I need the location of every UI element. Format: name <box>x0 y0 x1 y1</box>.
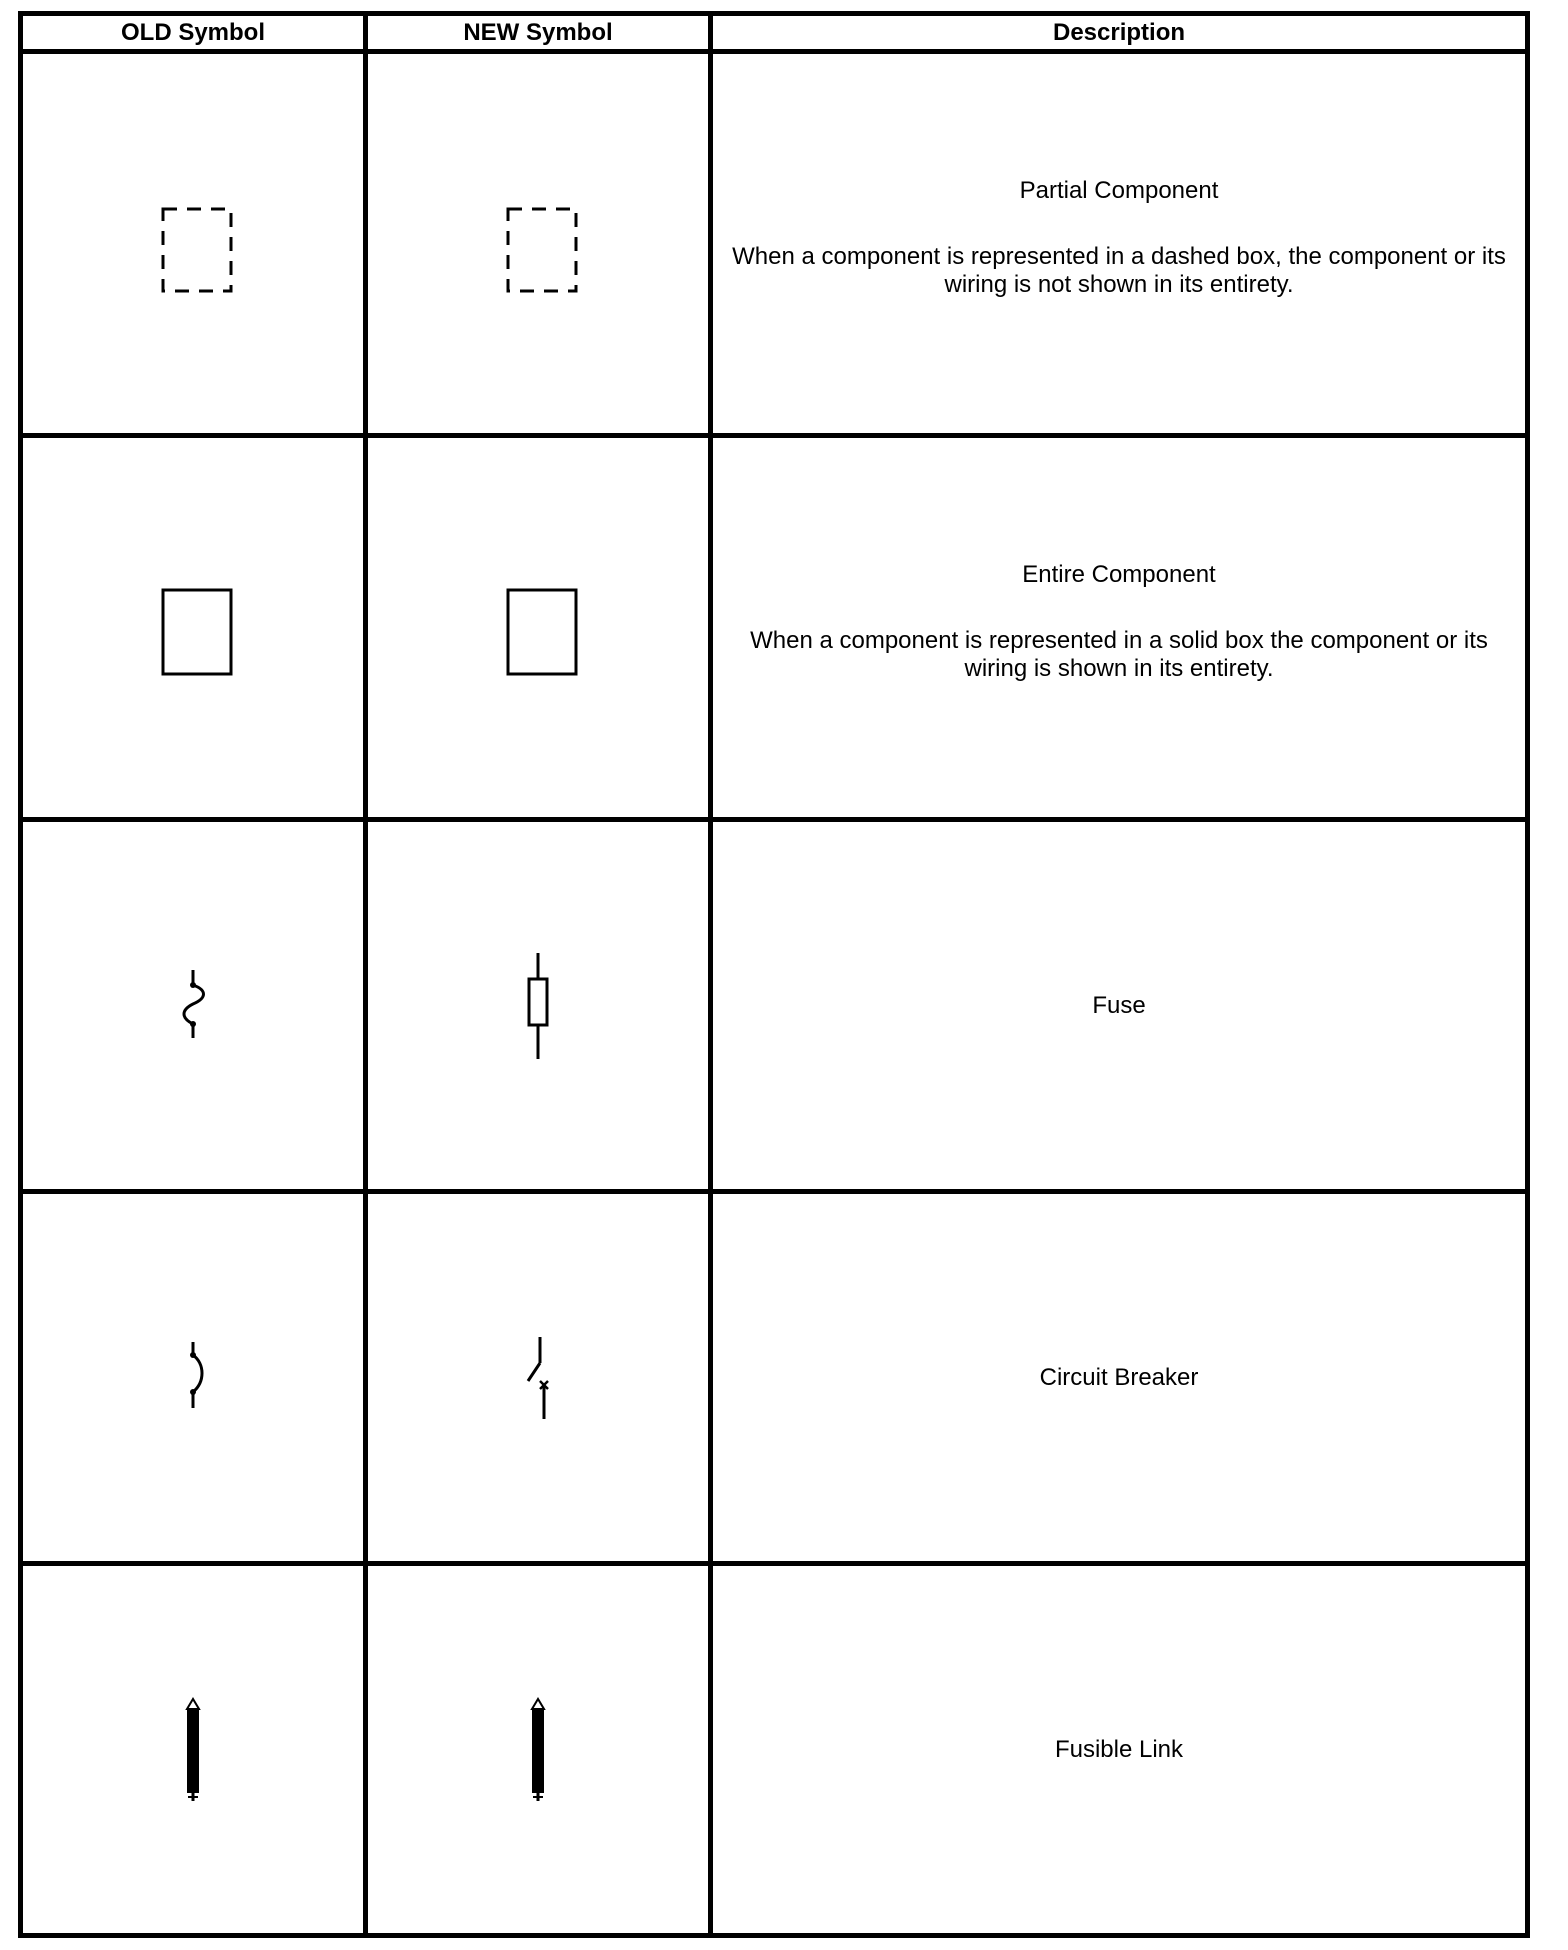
circuit-breaker-old-icon <box>173 1338 213 1418</box>
description-title: Fusible Link <box>1054 1735 1184 1763</box>
fuse-old-icon <box>173 966 213 1046</box>
fuse-new-icon <box>518 951 558 1061</box>
description-header: Description <box>711 14 1528 52</box>
symbol-legend-table <box>18 11 1530 1938</box>
old-symbol-header: OLD Symbol <box>21 14 366 52</box>
description-body: When a component is represented in a solid box the component or its wiring is shown in its entirety. <box>750 626 1488 682</box>
circuit-breaker-new-icon <box>513 1333 563 1423</box>
description-title: Fuse <box>1092 991 1146 1019</box>
new-symbol-cell <box>366 820 711 1192</box>
fusible-link-new-icon <box>518 1695 558 1805</box>
solid-box-icon <box>148 578 238 678</box>
description-body: When a component is represented in a dashed box, the component or its wiring is not shown in its entirety. <box>732 242 1506 298</box>
old-symbol-cell <box>21 1564 366 1936</box>
dashed-box-icon <box>148 194 238 294</box>
old-symbol-cell <box>21 52 366 436</box>
description-cell <box>711 436 1528 820</box>
old-symbol-cell <box>21 1192 366 1564</box>
table-row <box>21 820 1528 1192</box>
description-title: Entire Component <box>1022 560 1216 588</box>
description-title: Circuit Breaker <box>1039 1363 1199 1391</box>
old-symbol-cell <box>21 436 366 820</box>
new-symbol-cell <box>366 436 711 820</box>
description-title: Partial Component <box>1019 176 1219 204</box>
description-cell <box>711 1192 1528 1564</box>
table-row <box>21 1564 1528 1936</box>
new-symbol-cell <box>366 52 711 436</box>
table-row <box>21 1192 1528 1564</box>
new-symbol-cell <box>366 1192 711 1564</box>
table-row <box>21 436 1528 820</box>
dashed-box-icon <box>493 194 583 294</box>
solid-box-icon <box>493 578 583 678</box>
description-cell <box>711 1564 1528 1936</box>
table-row <box>21 52 1528 436</box>
header-row <box>21 14 1528 52</box>
new-symbol-cell <box>366 1564 711 1936</box>
old-symbol-cell <box>21 820 366 1192</box>
description-cell <box>711 52 1528 436</box>
fusible-link-old-icon <box>173 1695 213 1805</box>
description-cell <box>711 820 1528 1192</box>
new-symbol-header: NEW Symbol <box>366 14 711 52</box>
